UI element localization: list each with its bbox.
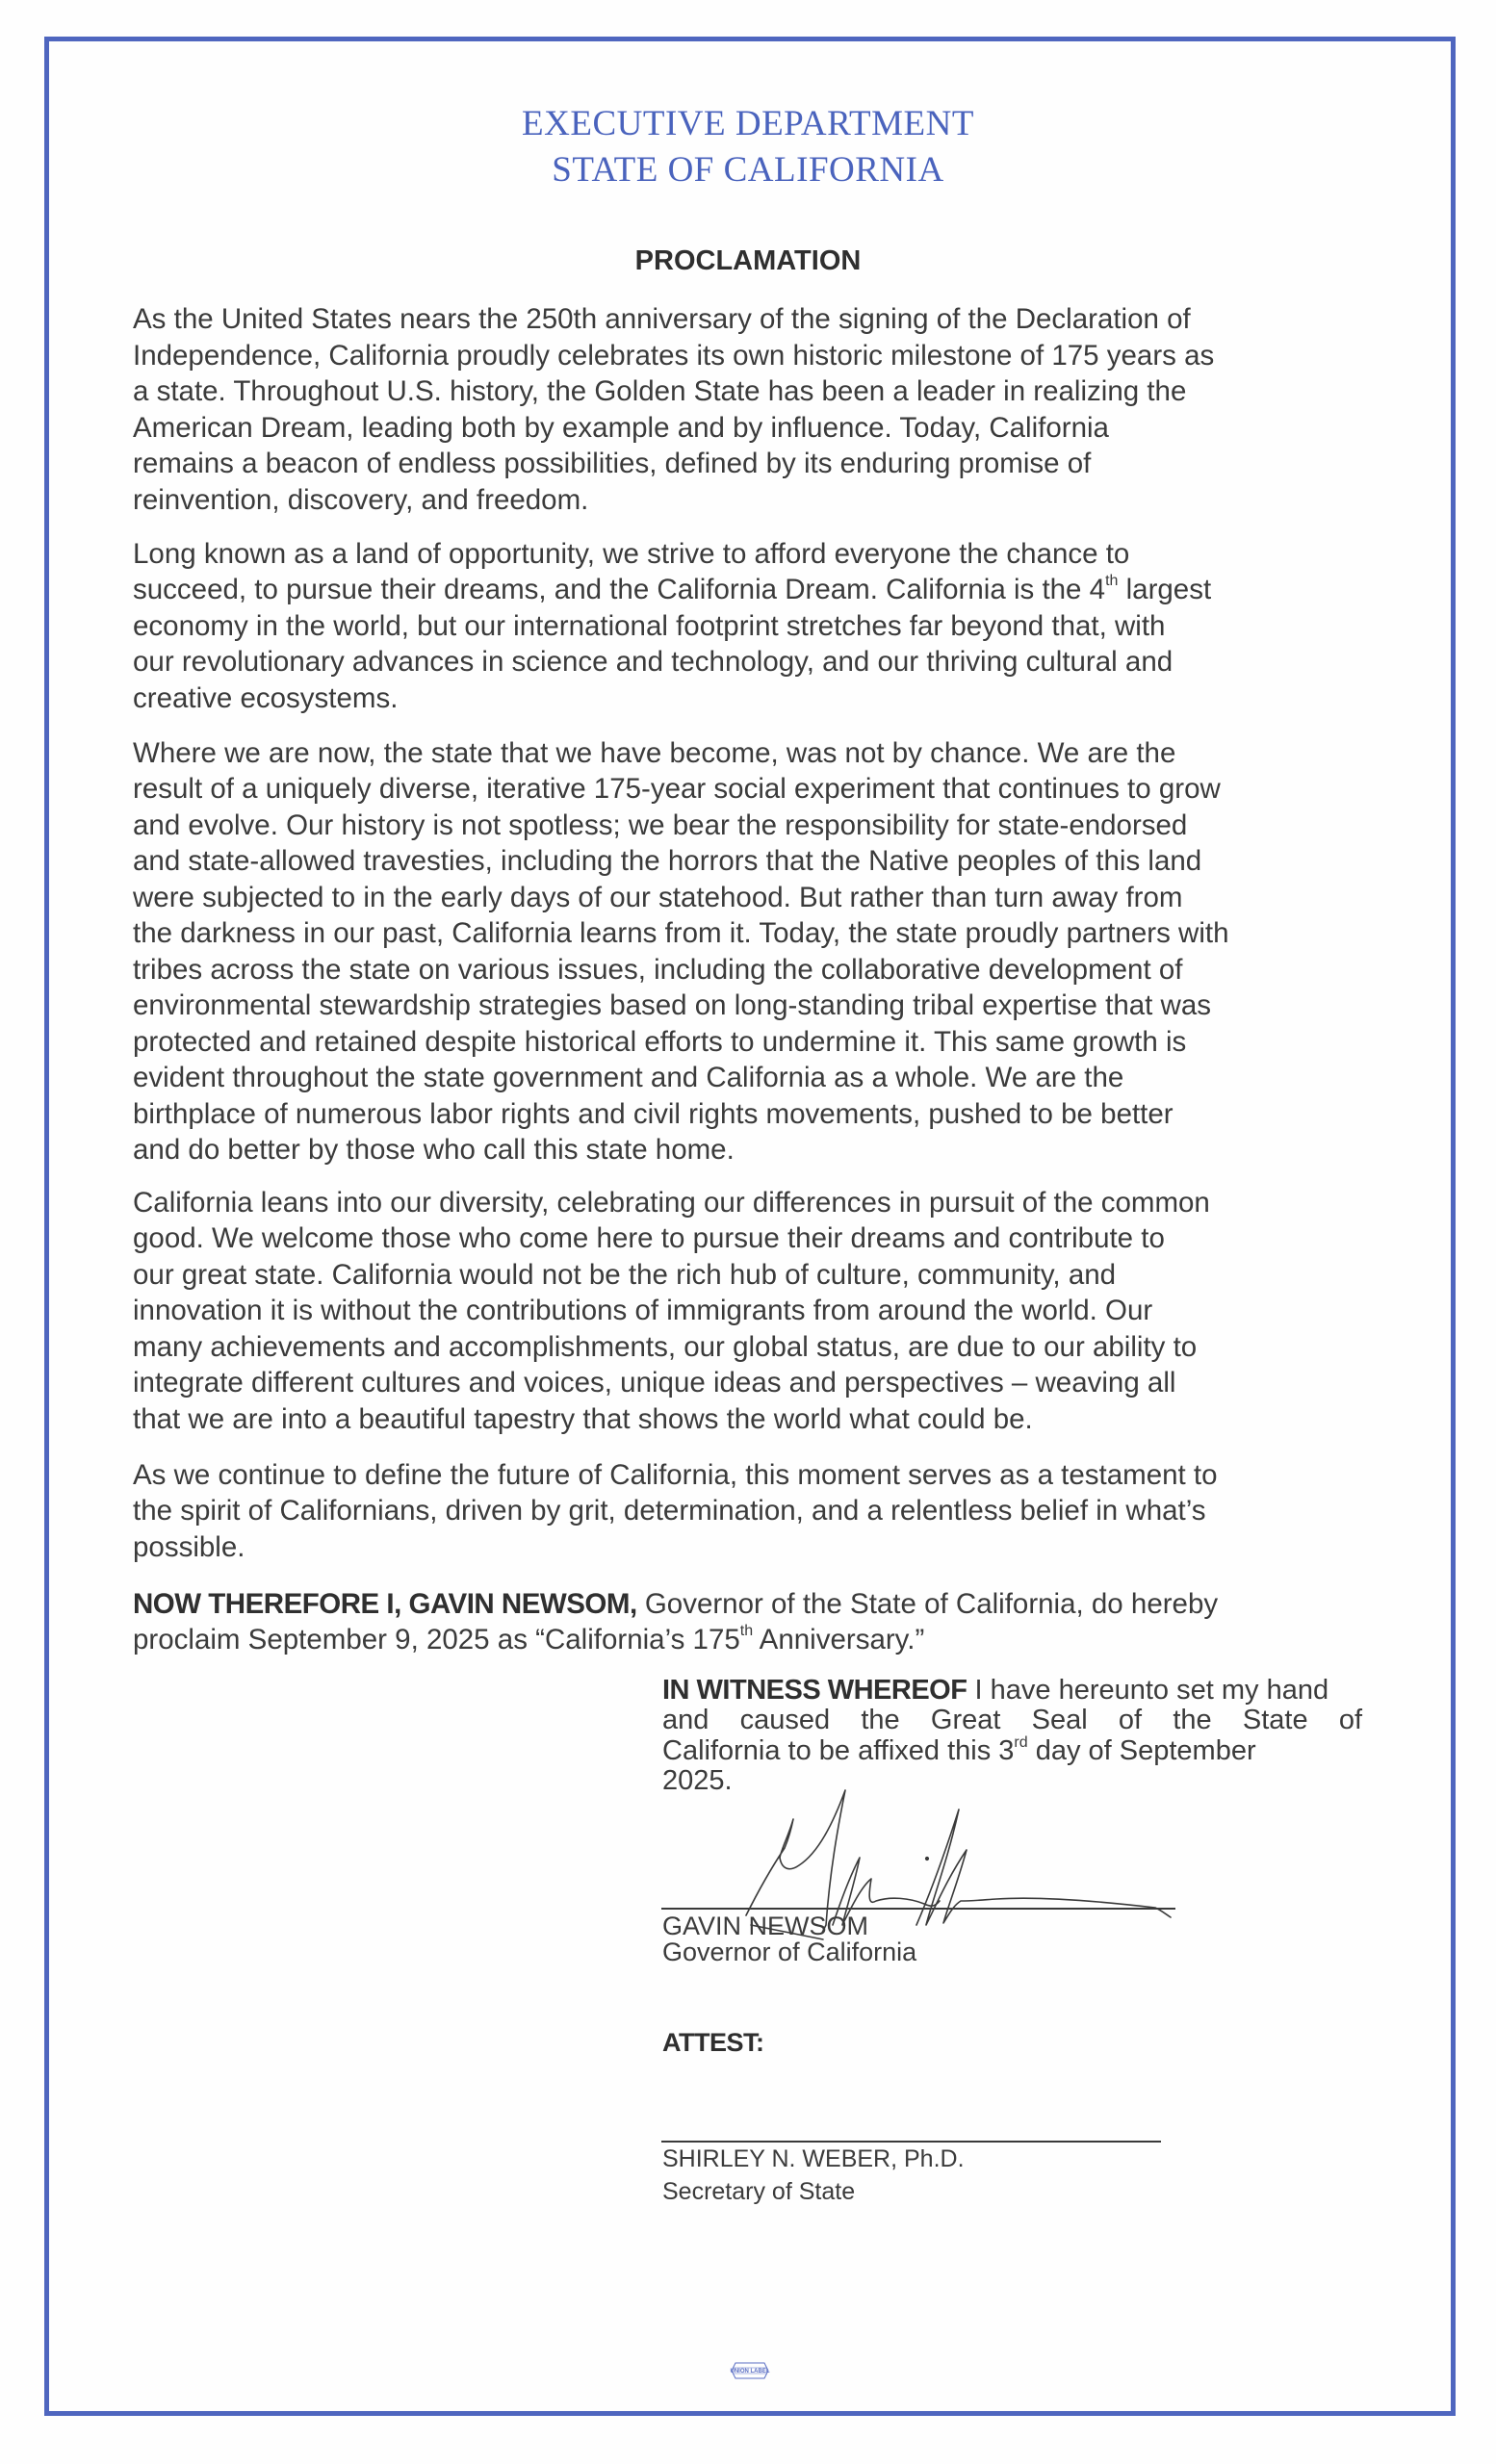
superscript: th — [1105, 573, 1119, 589]
text-line: result of a uniquely diverse, iterative 175-year social experiment that continues to grow — [133, 773, 1221, 805]
text-line: the spirit of Californians, driven by grit, determination, and a relentless belief in what’s — [133, 1495, 1206, 1527]
text-line: our great state. California would not be the rich hub of culture, community, and — [133, 1259, 1117, 1291]
superscript: th — [739, 1623, 754, 1639]
text-line: and do better by those who call this state home. — [133, 1134, 735, 1166]
text-line: and caused the Great Seal of the State of — [662, 1705, 1362, 1735]
superscript: rd — [1014, 1734, 1028, 1751]
text-segment: California to be affixed this 3 — [662, 1735, 1015, 1766]
text-segment: succeed, to pursue their dreams, and the California Dream. California is the 4 — [133, 574, 1106, 605]
text-line: As the United States nears the 250th anniversary of the signing of the Declaration of — [133, 303, 1191, 335]
text-segment: day of September — [1027, 1735, 1256, 1766]
text-line: Where we are now, the state that we have become, was not by chance. We are the — [133, 737, 1176, 769]
secretary-name: SHIRLEY N. WEBER, Ph.D. — [662, 2145, 965, 2172]
text-line: remains a beacon of endless possibilities, defined by its enduring promise of — [133, 448, 1092, 479]
text-line: tribes across the state on various issues, including the collaborative development of — [133, 954, 1183, 986]
text-line: were subjected to in the early days of our statehood. But rather than turn away from — [133, 882, 1183, 913]
text-line: a state. Throughout U.S. history, the Golden State has been a leader in realizing the — [133, 375, 1187, 407]
text-line: American Dream, leading both by example and by influence. Today, California — [133, 412, 1109, 444]
text-line: economy in the world, but our international footprint stretches far beyond that, with — [133, 610, 1166, 642]
text-line: our revolutionary advances in science and technology, and our thriving cultural and — [133, 646, 1174, 678]
text-segment: proclaim September 9, 2025 as “California’s 175 — [133, 1624, 740, 1656]
text-line: Long known as a land of opportunity, we strive to afford everyone the chance to — [133, 538, 1130, 570]
header-line-2: STATE OF CALIFORNIA — [552, 150, 944, 190]
witness-lead: IN WITNESS WHEREOF — [662, 1675, 967, 1706]
union-label-icon — [730, 2359, 770, 2382]
proclamation-lead: NOW THEREFORE I, GAVIN NEWSOM, — [133, 1588, 637, 1620]
text-line: the darkness in our past, California learns from it. Today, the state proudly partners with — [133, 917, 1229, 949]
text-line — [133, 1590, 1218, 1619]
secretary-title: Secretary of State — [662, 2178, 856, 2205]
text-line: and evolve. Our history is not spotless; we bear the responsibility for state-endorsed — [133, 809, 1188, 841]
text-line: environmental stewardship strategies based on long-standing tribal expertise that was — [133, 989, 1211, 1021]
text-line: integrate different cultures and voices, unique ideas and perspectives – weaving all — [133, 1367, 1176, 1399]
governor-title: Governor of California — [662, 1938, 917, 1966]
text-line: Independence, California proudly celebrates its own historic milestone of 175 years as — [133, 340, 1215, 372]
text-line: protected and retained despite historical efforts to undermine it. This same growth is — [133, 1026, 1187, 1058]
attest-label: ATTEST: — [662, 2028, 764, 2057]
text-line: California leans into our diversity, celebrating our differences in pursuit of the common — [133, 1187, 1210, 1219]
text-line — [133, 1623, 925, 1656]
governor-name: GAVIN NEWSOM — [662, 1912, 869, 1940]
text-line: that we are into a beautiful tapestry that shows the world what could be. — [133, 1403, 1033, 1435]
text-line: possible. — [133, 1531, 245, 1563]
text-line: birthplace of numerous labor rights and civil rights movements, pushed to be better — [133, 1098, 1174, 1130]
text-line: evident throughout the state government and California as a whole. We are the — [133, 1062, 1124, 1093]
text-segment: Anniversary.” — [753, 1624, 925, 1656]
text-line: and state-allowed travesties, including the horrors that the Native peoples of this land — [133, 845, 1202, 877]
text-line: many achievements and accomplishments, our global status, are due to our ability to — [133, 1331, 1198, 1363]
attest-signature-line — [661, 2141, 1161, 2143]
union-label-text: UNION LABEL — [730, 2369, 770, 2374]
text-line: good. We welcome those who come here to pursue their dreams and contribute to — [133, 1222, 1165, 1254]
text-line — [662, 1734, 1362, 1766]
text-line: creative ecosystems. — [133, 682, 399, 714]
text-line — [133, 573, 1212, 605]
text-segment: largest — [1118, 574, 1212, 605]
text-line: innovation it is without the contributions of immigrants from around the world. Our — [133, 1295, 1153, 1326]
text-line: reinvention, discovery, and freedom. — [133, 484, 589, 516]
text-line: As we continue to define the future of California, this moment serves as a testament to — [133, 1459, 1218, 1491]
text-segment: Governor of the State of California, do hereby — [636, 1588, 1219, 1620]
header-line-1: EXECUTIVE DEPARTMENT — [522, 104, 974, 143]
text-line — [662, 1677, 1362, 1705]
text-segment: I have hereunto set my hand — [967, 1675, 1329, 1706]
page-title: PROCLAMATION — [634, 245, 862, 276]
text-line: 2025. — [662, 1765, 733, 1796]
